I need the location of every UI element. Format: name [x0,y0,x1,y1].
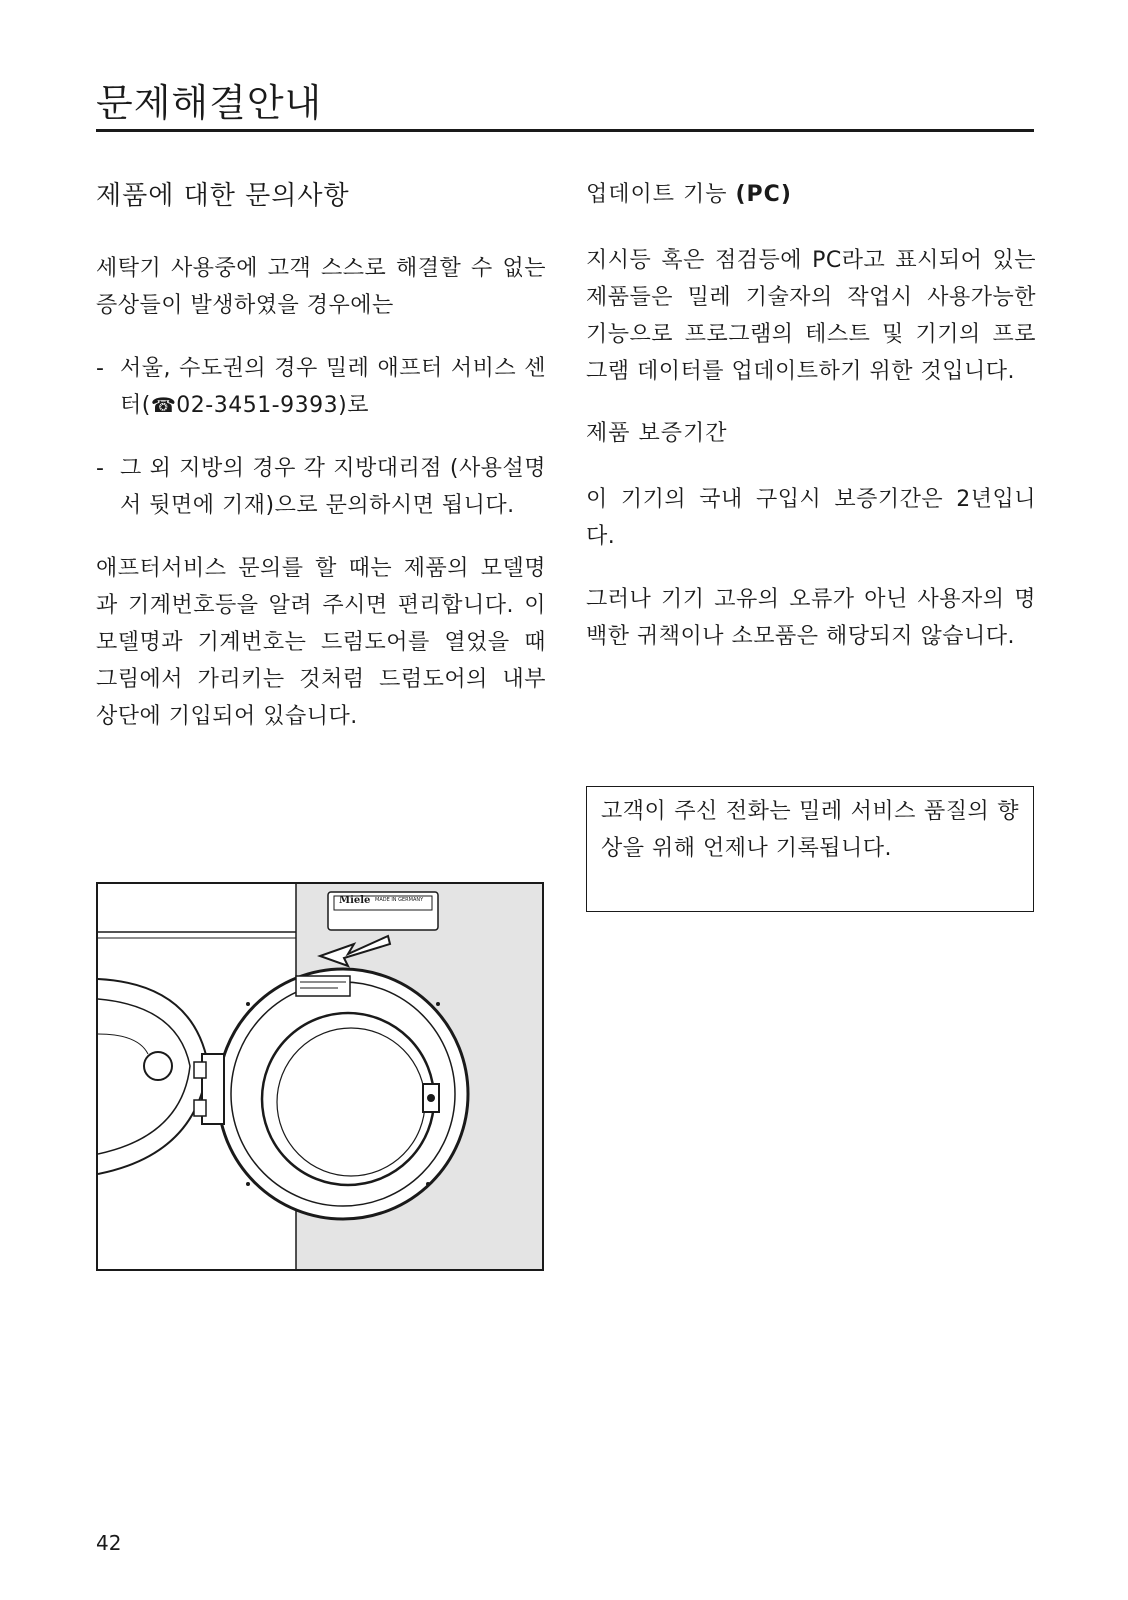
washer-door-illustration [96,882,544,1271]
update-heading [586,177,1036,208]
left-column [96,175,546,735]
warranty-text: 이 기기의 국내 구입시 보증기간은 2년입니다. [586,487,1036,549]
dash: - [96,456,105,481]
page-number: 42 [96,1531,122,1555]
brand-badge-text: MADE IN GERMANY [375,897,424,903]
service-phone-number: 02-3451-9393 [176,393,339,418]
contact-item-regional-text: 그 외 지방의 경우 각 지방대리점 (사용설명서 뒷면에 기재)으로 문의하시면 됩니다. [120,456,546,518]
contact-heading: 제품에 대한 문의사항 [96,181,350,211]
brand-badge-logo: Miele [339,895,371,906]
update-heading-text: 업데이트 기능 [586,182,736,207]
telephone-icon: ☎ [150,393,177,417]
update-heading-code: (PC) [735,182,792,207]
update-text: 지시등 혹은 점검등에 PC라고 표시되어 있는 제품들은 밀레 기술자의 작업시 사용가능한 기능으로 프로그램의 테스트 및 기기의 프로그램 데이터를 업데이트하기 위한 것입니다. [586,248,1036,384]
dash: - [96,356,105,381]
warranty-heading: 제품 보증기간 [586,421,728,446]
contact-item-seoul-suffix: )로 [338,393,369,418]
page-title: 문제해결안내 [96,81,323,125]
warranty-note: 그러나 기기 고유의 오류가 아닌 사용자의 명백한 귀책이나 소모품은 해당되지 않습니다. [586,587,1036,649]
call-recording-text: 고객이 주신 전화는 밀레 서비스 품질의 향상을 위해 언제나 기록됩니다. [601,799,1019,861]
service-info-text: 애프터서비스 문의를 할 때는 제품의 모델명과 기계번호등을 알려 주시면 편리합니다. 이 모델명과 기계번호는 드럼도어를 열었을 때 그림에서 가리키는 것처럼 드럼도어의 내부 상단에 기입되어 있습니다. [96,556,546,729]
contact-item-regional [96,450,546,524]
washer-drawing [98,884,542,1269]
call-recording-notice [586,786,1034,912]
contact-item-seoul-text: 서울, 수도권의 경우 밀레 애프터 서비스 센터( [120,356,546,418]
right-column [586,175,1036,655]
title-rule [96,129,1034,132]
contact-item-seoul [96,350,546,424]
contact-intro: 세탁기 사용중에 고객 스스로 해결할 수 없는 증상들이 발생하였을 경우에는 [96,256,546,318]
